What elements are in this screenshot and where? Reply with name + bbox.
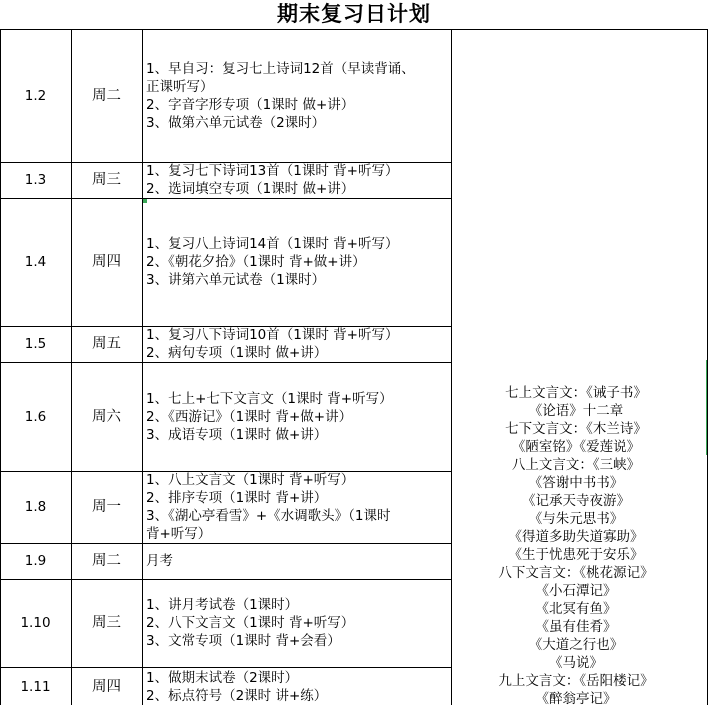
text-title-line: 《与朱元思书》 bbox=[528, 511, 624, 527]
classical-chinese-list bbox=[451, 384, 701, 708]
row-divider bbox=[0, 579, 451, 580]
text-title-line: 七上文言文：《诫子书》 bbox=[505, 385, 647, 401]
task-line: 2、标点符号（2课时 讲+练） bbox=[146, 688, 328, 704]
column-divider bbox=[71, 29, 72, 705]
text-title-line: 《得道多助失道寡助》 bbox=[508, 529, 644, 545]
task-cell bbox=[143, 390, 451, 444]
row-divider bbox=[0, 667, 451, 668]
weekday-cell: 周一 bbox=[92, 499, 121, 515]
task-line: 2、排序专项（1课时 背+讲） bbox=[146, 490, 328, 506]
text-title-line: 《马说》 bbox=[549, 655, 603, 671]
task-line: 1、早自习：复习七上诗词12首（早读背诵、 bbox=[146, 61, 415, 77]
task-line: 1、复习八下诗词10首（1课时 背+听写） bbox=[146, 327, 399, 343]
text-title-line: 《北冥有鱼》 bbox=[535, 601, 617, 617]
text-title-line: 《醉翁亭记》 bbox=[535, 691, 617, 707]
task-cell bbox=[143, 552, 451, 570]
table-border-top bbox=[0, 29, 708, 30]
text-title-line: 《陋室铭》《爱莲说》 bbox=[511, 439, 641, 455]
text-title-line: 《小石潭记》 bbox=[535, 583, 617, 599]
task-line: 月考 bbox=[146, 553, 173, 569]
task-line: 2、八下文言文（1课时 背+听写） bbox=[146, 615, 355, 631]
task-line: 2、病句专项（1课时 做+讲） bbox=[146, 345, 328, 361]
task-line: 1、做期末试卷（2课时） bbox=[146, 670, 299, 686]
task-line: 2、选词填空专项（1课时 做+讲） bbox=[146, 181, 355, 197]
weekday-cell: 周二 bbox=[92, 88, 121, 104]
task-cell bbox=[143, 471, 451, 543]
date-cell: 1.3 bbox=[24, 172, 47, 188]
weekday-cell: 周四 bbox=[92, 679, 121, 695]
text-title-line: 八下文言文：《桃花源记》 bbox=[498, 565, 654, 581]
task-cell bbox=[143, 596, 451, 650]
date-cell: 1.11 bbox=[20, 679, 51, 695]
date-cell: 1.4 bbox=[24, 254, 47, 270]
cell-comment-marker bbox=[143, 199, 147, 203]
task-line: 1、讲月考试卷（1课时） bbox=[146, 597, 299, 613]
row-divider bbox=[0, 198, 451, 199]
task-line: 背+听写） bbox=[146, 526, 212, 542]
weekday-cell: 周三 bbox=[92, 615, 121, 631]
date-cell: 1.8 bbox=[24, 499, 47, 515]
task-line: 3、讲第六单元试卷（1课时） bbox=[146, 272, 326, 288]
column-divider bbox=[451, 29, 452, 705]
task-line: 正课听写） bbox=[146, 79, 214, 95]
date-cell: 1.5 bbox=[24, 336, 47, 352]
text-title-line: 九上文言文：《岳阳楼记》 bbox=[498, 673, 654, 689]
weekday-cell: 周五 bbox=[92, 336, 121, 352]
task-cell bbox=[143, 669, 451, 705]
task-line: 1、七上+七下文言文（1课时 背+听写） bbox=[146, 391, 393, 407]
task-line: 3、文常专项（1课时 背+会看） bbox=[146, 633, 341, 649]
task-line: 2、字音字形专项（1课时 做+讲） bbox=[146, 97, 355, 113]
task-line: 3、做第六单元试卷（2课时） bbox=[146, 115, 326, 131]
task-line: 1、八上文言文（1课时 背+听写） bbox=[146, 472, 355, 488]
task-line: 1、复习七下诗词13首（1课时 背+听写） bbox=[146, 163, 399, 179]
task-cell bbox=[143, 60, 451, 132]
date-cell: 1.9 bbox=[24, 553, 47, 569]
weekday-cell: 周二 bbox=[92, 553, 121, 569]
text-title-line: 《生于忧患死于安乐》 bbox=[508, 547, 644, 563]
text-title-line: 《论语》十二章 bbox=[528, 403, 624, 419]
task-line: 3、《湖心亭看雪》+《水调歌头》（1课时 bbox=[146, 508, 391, 524]
task-cell bbox=[143, 326, 451, 362]
row-divider bbox=[0, 362, 451, 363]
weekday-cell: 周四 bbox=[92, 254, 121, 270]
page-title: 期末复习日计划 bbox=[277, 2, 431, 26]
text-title-line: 八上文言文：《三峡》 bbox=[511, 457, 641, 473]
task-cell bbox=[143, 235, 451, 289]
date-cell: 1.2 bbox=[24, 88, 47, 104]
weekday-cell: 周六 bbox=[92, 409, 121, 425]
task-cell bbox=[143, 162, 451, 198]
task-line: 2、《朝花夕拾》（1课时 背+做+讲） bbox=[146, 254, 366, 270]
text-title-line: 《大道之行也》 bbox=[528, 637, 624, 653]
task-line: 2、《西游记》（1课时 背+做+讲） bbox=[146, 409, 353, 425]
text-title-line: 《记承天寺夜游》 bbox=[522, 493, 630, 509]
date-cell: 1.10 bbox=[20, 615, 51, 631]
text-title-line: 《答谢中书书》 bbox=[528, 475, 624, 491]
weekday-cell: 周三 bbox=[92, 172, 121, 188]
column-divider bbox=[0, 29, 1, 705]
row-divider bbox=[0, 543, 451, 544]
date-cell: 1.6 bbox=[24, 409, 47, 425]
task-line: 3、成语专项（1课时 做+讲） bbox=[146, 427, 328, 443]
text-title-line: 七下文言文：《木兰诗》 bbox=[505, 421, 647, 437]
task-line: 1、复习八上诗词14首（1课时 背+听写） bbox=[146, 236, 399, 252]
text-title-line: 《虽有佳肴》 bbox=[535, 619, 617, 635]
